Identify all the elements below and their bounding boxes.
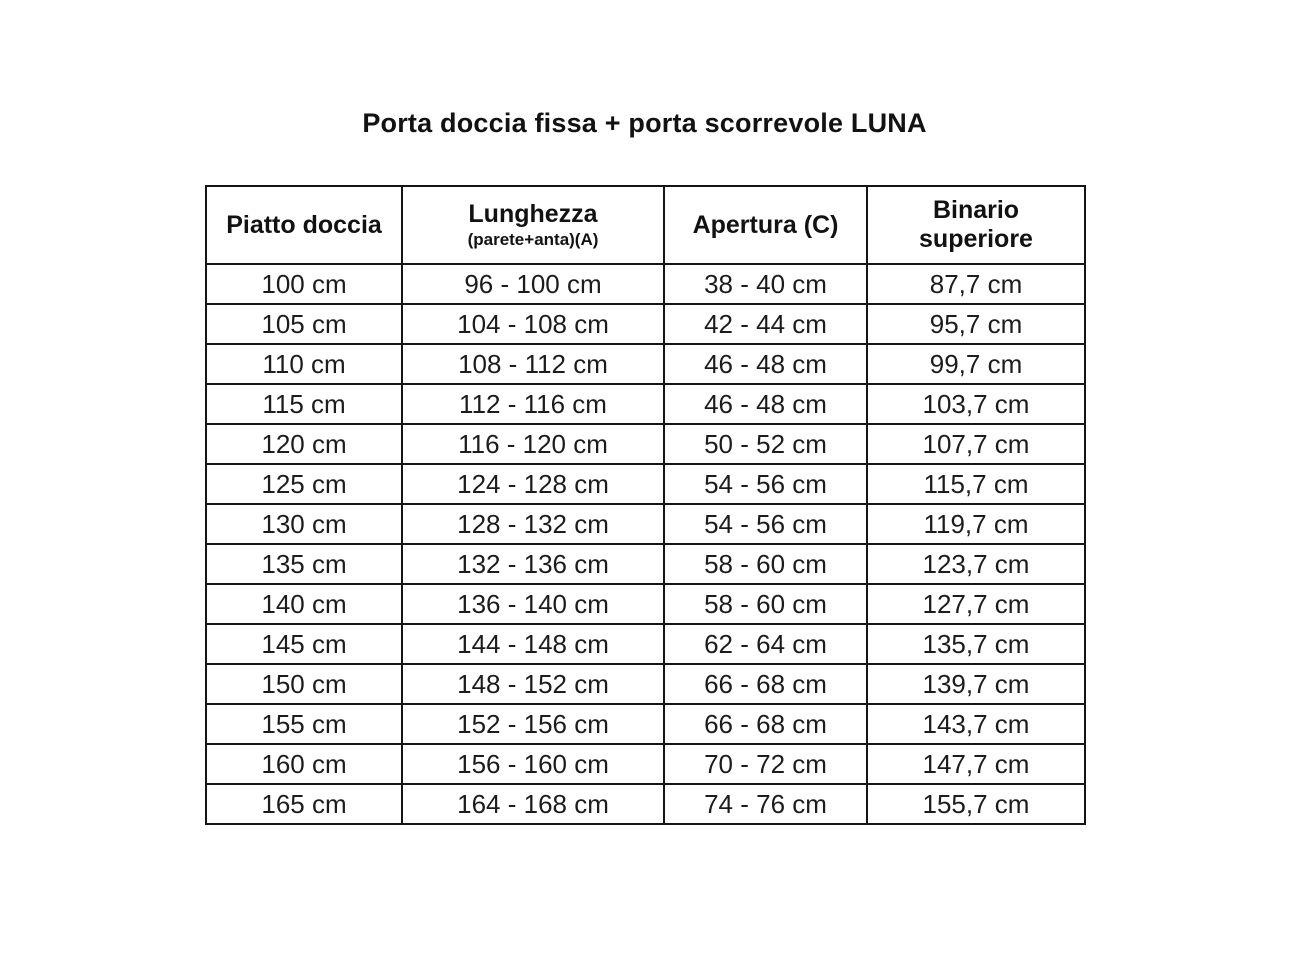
table-cell-binario-superiore: 143,7 cm [867,704,1085,744]
table-row [206,464,1085,504]
header-cell-apertura [664,186,867,264]
table-cell-apertura: 58 - 60 cm [664,544,867,584]
header-row [206,186,1085,264]
table-cell-lunghezza: 164 - 168 cm [402,784,664,824]
table-cell-piatto-doccia: 115 cm [206,384,402,424]
table-cell-binario-superiore: 115,7 cm [867,464,1085,504]
table-cell-piatto-doccia: 120 cm [206,424,402,464]
table-cell-apertura: 66 - 68 cm [664,664,867,704]
table-header [206,186,1085,264]
table-cell-piatto-doccia: 135 cm [206,544,402,584]
table-cell-piatto-doccia: 125 cm [206,464,402,504]
table-cell-lunghezza: 128 - 132 cm [402,504,664,544]
table-cell-piatto-doccia: 160 cm [206,744,402,784]
table-cell-binario-superiore: 99,7 cm [867,344,1085,384]
table-row [206,624,1085,664]
table-cell-lunghezza: 124 - 128 cm [402,464,664,504]
table-cell-piatto-doccia: 130 cm [206,504,402,544]
table-cell-lunghezza: 144 - 148 cm [402,624,664,664]
table-cell-apertura: 62 - 64 cm [664,624,867,664]
table-cell-binario-superiore: 95,7 cm [867,304,1085,344]
table-cell-apertura: 50 - 52 cm [664,424,867,464]
table-row [206,784,1085,824]
table-cell-piatto-doccia: 100 cm [206,264,402,304]
table-row [206,744,1085,784]
table-cell-binario-superiore: 123,7 cm [867,544,1085,584]
table-cell-binario-superiore: 103,7 cm [867,384,1085,424]
header-label-line2: superiore [919,225,1033,253]
page-title: Porta doccia fissa + porta scorrevole LUNA [362,108,927,138]
table-cell-lunghezza: 116 - 120 cm [402,424,664,464]
table-cell-lunghezza: 96 - 100 cm [402,264,664,304]
table-row [206,264,1085,304]
table-cell-apertura: 54 - 56 cm [664,504,867,544]
table-row [206,384,1085,424]
table-cell-binario-superiore: 147,7 cm [867,744,1085,784]
table-cell-piatto-doccia: 150 cm [206,664,402,704]
table-cell-apertura: 46 - 48 cm [664,344,867,384]
table-cell-piatto-doccia: 165 cm [206,784,402,824]
header-cell-lunghezza [402,186,664,264]
table-cell-binario-superiore: 139,7 cm [867,664,1085,704]
table-cell-lunghezza: 104 - 108 cm [402,304,664,344]
table-cell-binario-superiore: 87,7 cm [867,264,1085,304]
header-label: Lunghezza [468,200,598,229]
table-cell-binario-superiore: 135,7 cm [867,624,1085,664]
table-cell-apertura: 38 - 40 cm [664,264,867,304]
header-label: Piatto doccia [226,210,382,239]
table-cell-piatto-doccia: 145 cm [206,624,402,664]
table-cell-lunghezza: 152 - 156 cm [402,704,664,744]
header-cell-binario-superiore [867,186,1085,264]
table-cell-apertura: 46 - 48 cm [664,384,867,424]
table-row [206,544,1085,584]
table-cell-apertura: 42 - 44 cm [664,304,867,344]
table-cell-apertura: 54 - 56 cm [664,464,867,504]
table-cell-piatto-doccia: 105 cm [206,304,402,344]
table-cell-piatto-doccia: 140 cm [206,584,402,624]
table-cell-lunghezza: 132 - 136 cm [402,544,664,584]
table-cell-apertura: 74 - 76 cm [664,784,867,824]
table-cell-lunghezza: 148 - 152 cm [402,664,664,704]
table-cell-apertura: 58 - 60 cm [664,584,867,624]
table-cell-binario-superiore: 127,7 cm [867,584,1085,624]
table-row [206,424,1085,464]
header-label: Apertura (C) [692,210,839,239]
table-cell-binario-superiore: 155,7 cm [867,784,1085,824]
document-page [205,0,1084,825]
table-row [206,704,1085,744]
header-cell-piatto-doccia [206,186,402,264]
header-label: Binario [932,196,1020,225]
table-cell-piatto-doccia: 110 cm [206,344,402,384]
table-row [206,304,1085,344]
table-cell-lunghezza: 136 - 140 cm [402,584,664,624]
table-cell-lunghezza: 156 - 160 cm [402,744,664,784]
table-cell-lunghezza: 108 - 112 cm [402,344,664,384]
table-cell-piatto-doccia: 155 cm [206,704,402,744]
table-row [206,504,1085,544]
table-body [206,264,1085,824]
table-cell-binario-superiore: 119,7 cm [867,504,1085,544]
header-sublabel: (parete+anta)(A) [467,230,599,250]
table-row [206,584,1085,624]
table-row [206,664,1085,704]
table-cell-lunghezza: 112 - 116 cm [402,384,664,424]
table-row [206,344,1085,384]
table-cell-apertura: 66 - 68 cm [664,704,867,744]
spec-table [205,185,1086,825]
table-cell-apertura: 70 - 72 cm [664,744,867,784]
table-cell-binario-superiore: 107,7 cm [867,424,1085,464]
